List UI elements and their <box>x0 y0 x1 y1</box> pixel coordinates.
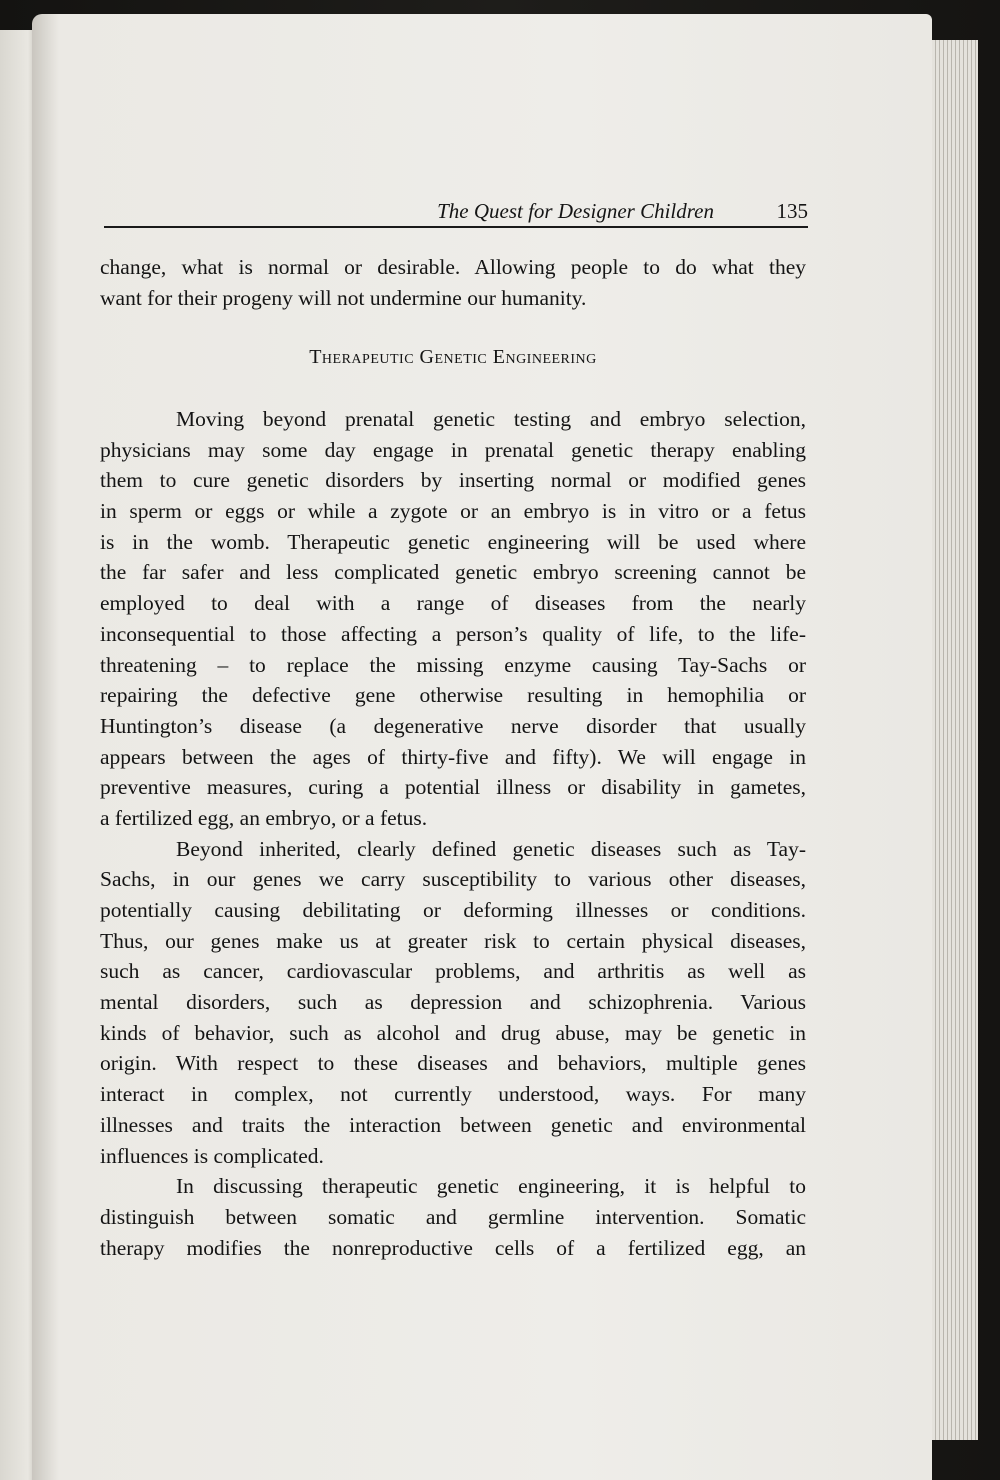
text-line: appears between the ages of thirty-five and fifty). We will engage in <box>100 744 806 769</box>
text-line: preventive measures, curing a potential illness or disability in gametes, <box>100 775 806 800</box>
text-line: physicians may some day engage in prenatal genetic therapy enabling <box>100 437 806 462</box>
text-line: is in the womb. Therapeutic genetic engineering will be used where <box>100 529 806 554</box>
running-header <box>104 190 808 228</box>
text-line: employed to deal with a range of diseases from the nearly <box>100 591 806 616</box>
text-line: a fertilized egg, an embryo, or a fetus. <box>100 805 428 830</box>
section-heading: Therapeutic Genetic Engineering <box>309 346 597 368</box>
text-line: inconsequential to those affecting a person’s quality of life, to the life- <box>100 621 806 646</box>
text-line: distinguish between somatic and germline intervention. Somatic <box>100 1204 806 1229</box>
text-line: interact in complex, not currently understood, ways. For many <box>100 1082 806 1107</box>
text-line: therapy modifies the nonreproductive cells of a fertilized egg, an <box>100 1235 806 1260</box>
text-line: mental disorders, such as depression and schizophrenia. Various <box>100 990 806 1015</box>
text-line: origin. With respect to these diseases and behaviors, multiple genes <box>100 1051 806 1076</box>
running-title: The Quest for Designer Children <box>437 199 714 223</box>
text-line: them to cure genetic disorders by inserting normal or modified genes <box>100 468 806 493</box>
text-line: change, what is normal or desirable. Allowing people to do what they <box>100 255 806 279</box>
text-line: Sachs, in our genes we carry susceptibility to various other diseases, <box>100 867 806 892</box>
intro-paragraph <box>100 252 806 313</box>
text-line: Moving beyond prenatal genetic testing and embryo selection, <box>176 407 806 431</box>
text-line: the far safer and less complicated genetic embryo screening cannot be <box>100 560 806 585</box>
text-line: In discussing therapeutic genetic engineering, it is helpful to <box>176 1174 806 1199</box>
text-line: such as cancer, cardiovascular problems, and arthritis as well as <box>100 959 806 984</box>
text-line: illnesses and traits the interaction between genetic and environmental <box>100 1112 806 1137</box>
text-line: Huntington’s disease (a degenerative nerve disorder that usually <box>100 713 806 738</box>
text-line: Beyond inherited, clearly defined genetic diseases such as Tay- <box>176 836 806 861</box>
body-text <box>100 404 806 1263</box>
text-line: repairing the defective gene otherwise resulting in hemophilia or <box>100 683 806 708</box>
text-line: want for their progeny will not undermine our humanity. <box>100 285 587 310</box>
page-number: 135 <box>776 199 808 223</box>
text-line: kinds of behavior, such as alcohol and drug abuse, may be genetic in <box>100 1020 806 1045</box>
text-line: in sperm or eggs or while a zygote or an embryo is in vitro or a fetus <box>100 499 806 524</box>
text-line: Thus, our genes make us at greater risk to certain physical diseases, <box>100 928 806 953</box>
text-line: potentially causing debilitating or deforming illnesses or conditions. <box>100 898 806 922</box>
page-stack-edge <box>928 40 978 1440</box>
text-line: threatening – to replace the missing enzyme causing Tay-Sachs or <box>100 652 806 677</box>
text-line: influences is complicated. <box>100 1143 324 1168</box>
